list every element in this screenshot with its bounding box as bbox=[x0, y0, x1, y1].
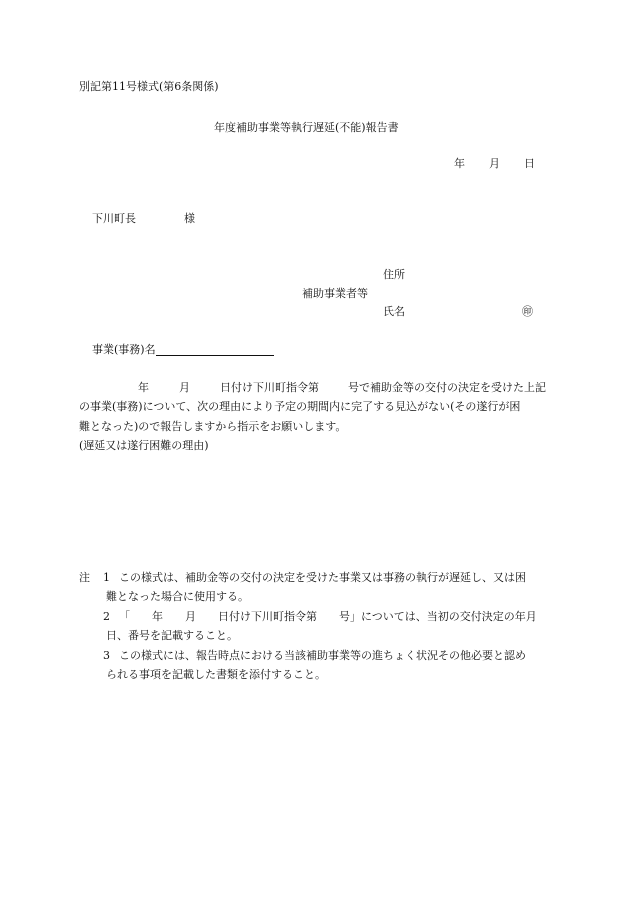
reason-label: (遅延又は遂行困難の理由) bbox=[79, 439, 209, 452]
note-1-line-1: この様式は、補助金等の交付の決定を受けた事業又は事務の執行が遅延し、又は困 bbox=[119, 571, 526, 584]
address-label: 住所 bbox=[383, 268, 405, 281]
date-year-label: 年 bbox=[454, 157, 465, 170]
project-name-blank bbox=[156, 343, 274, 356]
body-year-label: 年 bbox=[138, 381, 149, 394]
body-line-2: の事業(事務)について、次の理由により予定の期間内に完了する見込がない(その遂行が困 bbox=[79, 400, 521, 413]
body-line-3: 難となった)ので報告しますから指示をお願いします。 bbox=[79, 420, 347, 433]
notes-prefix: 注 bbox=[79, 571, 90, 584]
form-number: 別記第11号様式(第6条関係) bbox=[79, 80, 219, 93]
seal-mark: ㊞ bbox=[522, 305, 533, 318]
body-line-1-tail: 号で補助金等の交付の決定を受けた上記 bbox=[348, 381, 546, 394]
date-month-label: 月 bbox=[489, 157, 500, 170]
addressee-name: 下川町長 bbox=[92, 212, 136, 225]
document-title: 年度補助事業等執行遅延(不能)報告書 bbox=[214, 121, 399, 134]
note-3-line-1: この様式には、報告時点における当該補助事業等の進ちょく状況その他必要と認め bbox=[119, 649, 526, 662]
name-label: 氏名 bbox=[383, 305, 405, 318]
body-line-1 bbox=[138, 381, 546, 394]
project-name-label: 事業(事務)名 bbox=[92, 343, 156, 356]
project-name-field bbox=[92, 343, 274, 356]
date-day-label: 日 bbox=[524, 157, 535, 170]
addressee-honorific: 様 bbox=[184, 212, 195, 225]
note-3-number: 3 bbox=[103, 649, 110, 662]
body-month-label: 月 bbox=[179, 381, 190, 394]
note-2-number: 2 bbox=[103, 610, 110, 623]
applicant-label: 補助事業者等 bbox=[302, 287, 368, 300]
note-2-line-1: 「 年 月 日付け下川町指令第 号」については、当初の交付決定の年月 bbox=[119, 610, 537, 623]
note-1-number: 1 bbox=[103, 571, 110, 584]
note-1-line-2: 難となった場合に使用する。 bbox=[106, 590, 249, 603]
body-reference-text: 日付け下川町指令第 bbox=[220, 381, 319, 394]
note-3-line-2: られる事項を記載した書類を添付すること。 bbox=[106, 668, 326, 681]
note-2-line-2: 日、番号を記載すること。 bbox=[106, 629, 238, 642]
